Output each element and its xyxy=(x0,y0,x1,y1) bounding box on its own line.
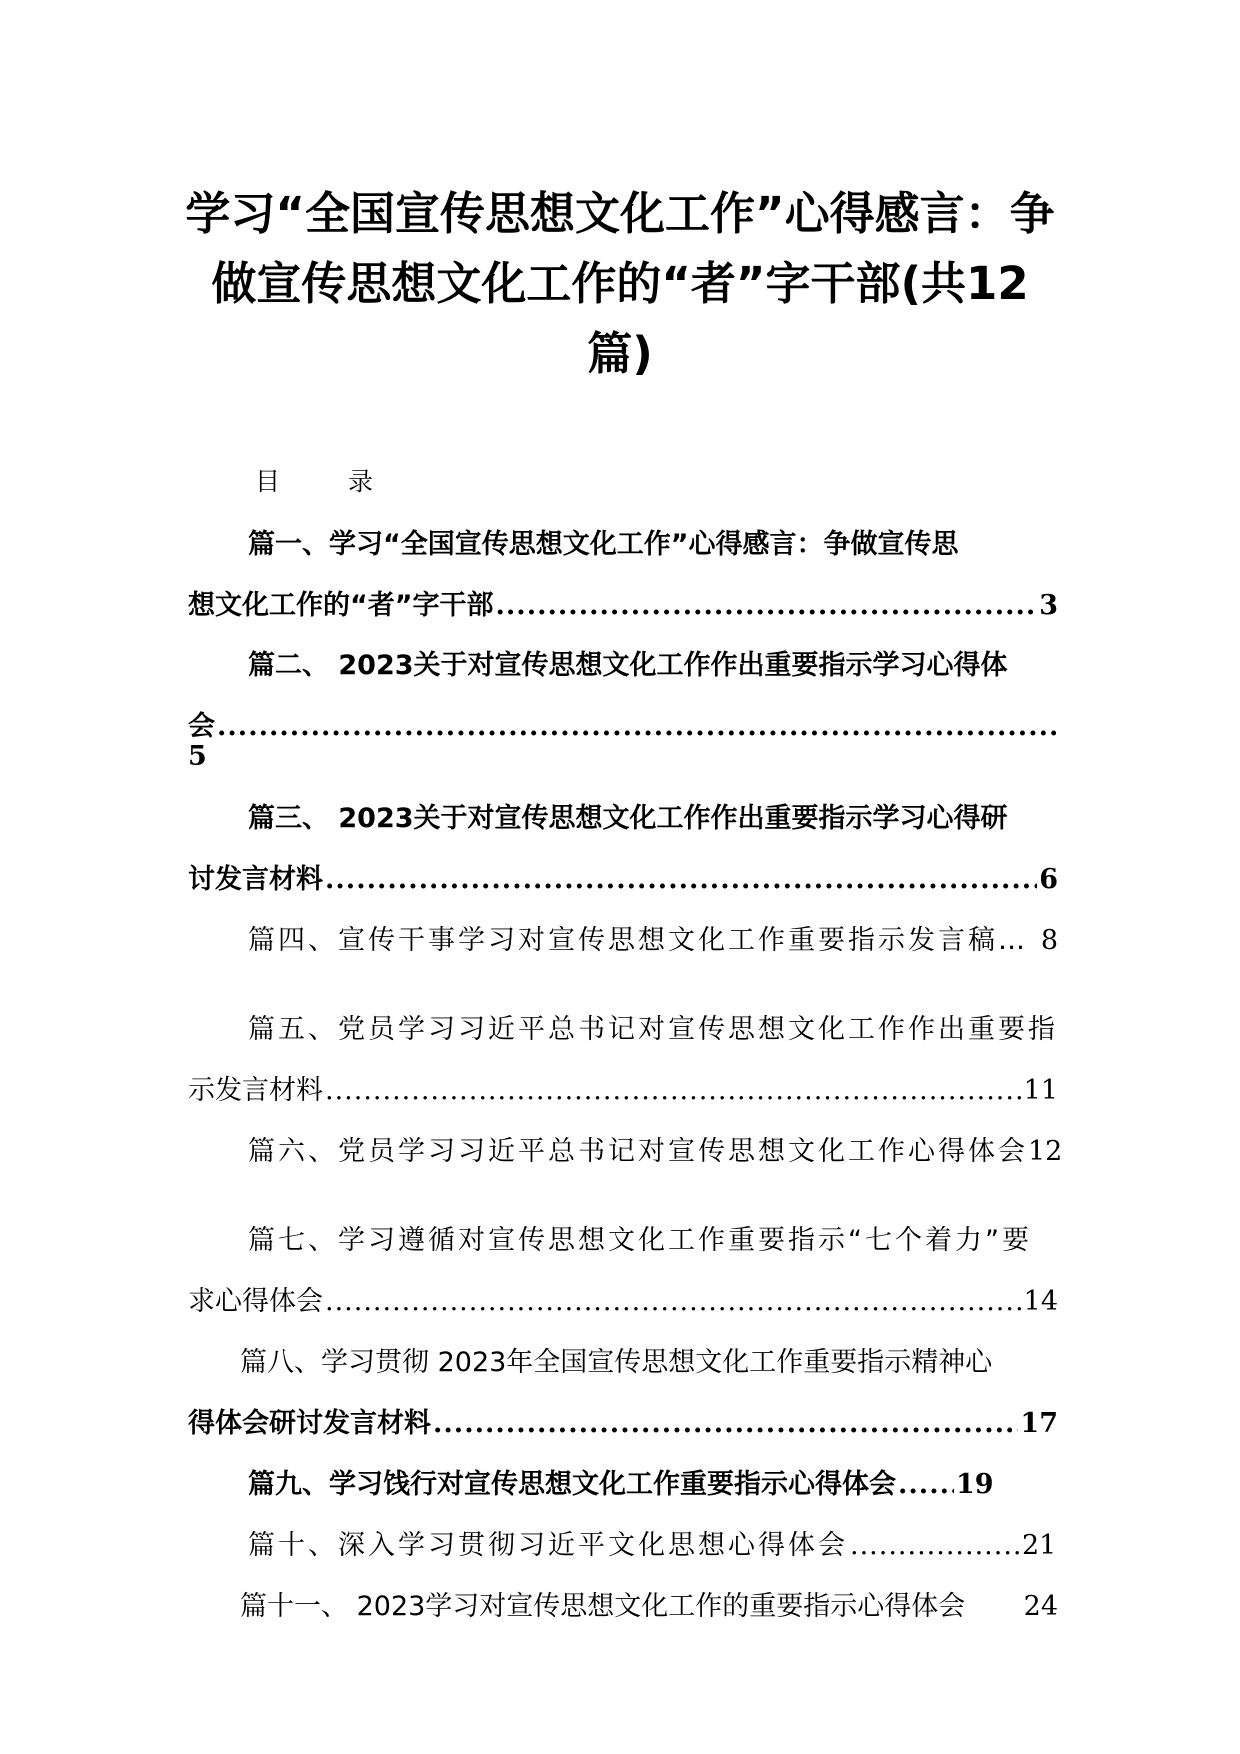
toc-entry-4[interactable] xyxy=(248,919,1058,963)
toc-page-number: 14 xyxy=(1023,1286,1058,1317)
toc-entry-5-line-1[interactable] xyxy=(248,1008,1058,1052)
toc-entry-9[interactable] xyxy=(248,1463,1058,1507)
toc-page-number: 3 xyxy=(1039,590,1058,621)
toc-entry-text: 讨发言材料 xyxy=(188,864,323,895)
document-title-line-3: 篇) xyxy=(587,327,653,380)
toc-entry-text: 篇三、 2023关于对宣传思想文化工作作出重要指示学习心得研 xyxy=(248,803,1008,834)
toc-entry-6[interactable] xyxy=(248,1130,1063,1174)
toc-page-number: 5 xyxy=(188,741,207,772)
toc-page-number: 8 xyxy=(1040,925,1058,956)
toc-heading: 目 录 xyxy=(255,467,403,496)
toc-page-number: 19 xyxy=(956,1469,994,1500)
toc-entry-1-line-1[interactable] xyxy=(248,523,1058,567)
toc-entry-8-line-2[interactable] xyxy=(188,1402,1058,1446)
toc-entry-8-line-1[interactable] xyxy=(240,1341,1058,1385)
toc-page-number: 11 xyxy=(1023,1075,1058,1106)
toc-entry-10[interactable] xyxy=(248,1524,1058,1568)
toc-entry-text: 篇四、宣传干事学习对宣传思想文化工作重要指示发言稿… xyxy=(248,925,1028,956)
toc-entry-3-line-1[interactable] xyxy=(248,797,1058,841)
toc-entry-text: 求心得体会 xyxy=(188,1286,323,1317)
toc-entry-1-line-2[interactable] xyxy=(188,584,1058,628)
toc-page-number: 17 xyxy=(1020,1408,1058,1439)
toc-entry-11[interactable] xyxy=(240,1585,1058,1629)
toc-entry-text: 篇一、学习“全国宣传思想文化工作”心得感言：争做宣传思 xyxy=(248,529,959,560)
toc-entry-7-line-2[interactable] xyxy=(188,1280,1058,1324)
toc-leader-dots xyxy=(325,1280,1022,1324)
toc-entry-text: 会 xyxy=(188,711,215,742)
toc-entry-text: 得体会研讨发言材料 xyxy=(188,1408,431,1439)
toc-entry-7-line-1[interactable] xyxy=(248,1219,1058,1263)
toc-entry-text: 篇六、党员学习习近平总书记对宣传思想文化工作心得体会 xyxy=(248,1136,1028,1167)
toc-entry-text: 篇十一、 2023学习对宣传思想文化工作的重要指示心得体会 xyxy=(240,1591,966,1622)
document-title-line-2: 做宣传思想文化工作的“者”字干部(共12 xyxy=(211,257,1029,310)
toc-entry-text: 示发言材料 xyxy=(188,1075,323,1106)
toc-entry-text: 篇九、学习饯行对宣传思想文化工作重要指示心得体会 xyxy=(248,1469,896,1500)
toc-page-number: 6 xyxy=(1039,864,1058,895)
toc-page-number: 24 xyxy=(1023,1591,1058,1622)
toc-page-number: 12 xyxy=(1028,1136,1063,1167)
toc-entry-text: 想文化工作的“者”字干部 xyxy=(188,590,494,621)
toc-entry-text: 篇七、学习遵循对宣传思想文化工作重要指示“七个着力”要 xyxy=(248,1225,1032,1256)
toc-leader-dots xyxy=(496,584,1038,628)
toc-entry-text: 篇五、党员学习习近平总书记对宣传思想文化工作作出重要指 xyxy=(248,1014,1058,1045)
toc-entry-text: 篇八、学习贯彻 2023年全国宣传思想文化工作重要指示精神心 xyxy=(240,1347,993,1378)
toc-entry-2-line-1[interactable] xyxy=(248,644,1058,688)
toc-entry-text: 篇二、 2023关于对宣传思想文化工作作出重要指示学习心得体 xyxy=(248,650,1008,681)
document-title-line-1: 学习“全国宣传思想文化工作”心得感言：争 xyxy=(185,187,1055,240)
toc-entry-text: 篇十、深入学习贯彻习近平文化思想心得体会 xyxy=(248,1530,848,1561)
toc-page-number: 21 xyxy=(1022,1530,1057,1561)
toc-leader-dots xyxy=(898,1463,954,1507)
toc-entry-3-line-2[interactable] xyxy=(188,858,1058,902)
toc-leader-dots xyxy=(325,1069,1022,1113)
toc-leader-dots xyxy=(850,1524,1020,1568)
toc-entry-5-line-2[interactable] xyxy=(188,1069,1058,1113)
toc-leader-dots xyxy=(325,858,1037,902)
toc-leader-dots xyxy=(433,1402,1018,1446)
toc-entry-2-page-line xyxy=(188,735,1058,779)
